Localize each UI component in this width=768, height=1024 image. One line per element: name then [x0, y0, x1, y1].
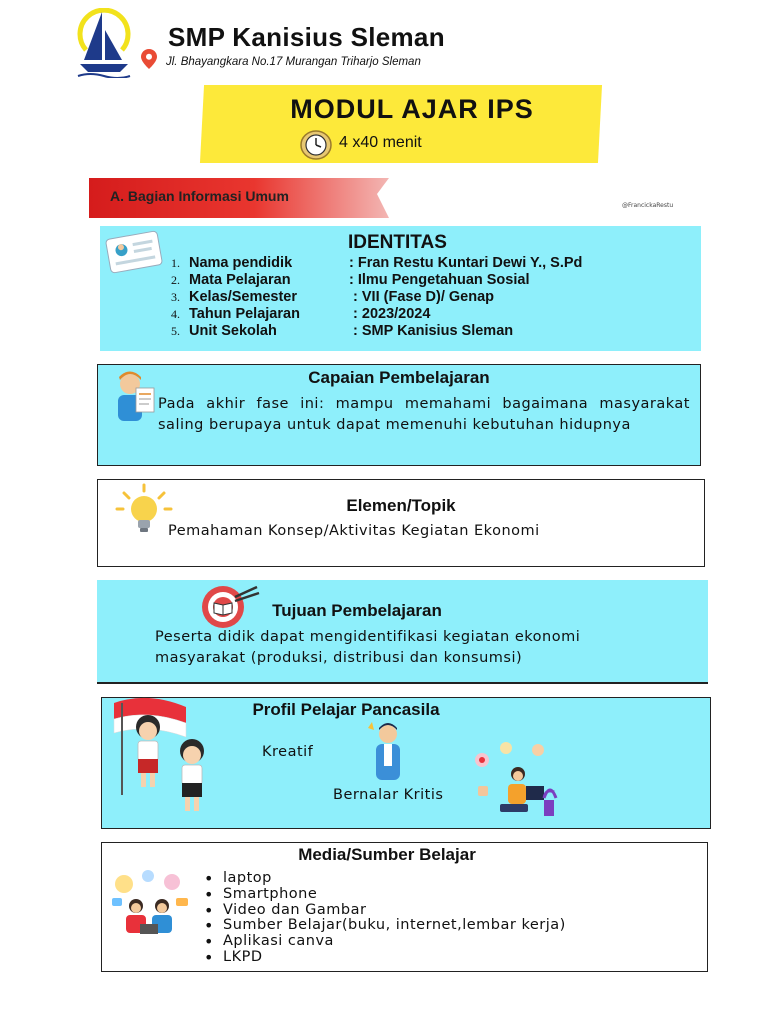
identitas-title: IDENTITAS: [348, 232, 447, 253]
map-pin-icon: [141, 49, 157, 69]
row-number: 5.: [171, 324, 180, 338]
row-value: : 2023/2024: [349, 306, 431, 322]
page-title: MODUL AJAR IPS: [290, 94, 534, 124]
row-value: : Fran Restu Kuntari Dewi Y., S.Pd: [349, 255, 583, 271]
clock-icon: [300, 130, 332, 160]
row-number: 3.: [171, 290, 180, 304]
tujuan-title: Tujuan Pembelajaran: [272, 601, 442, 620]
row-label: Mata Pelajaran: [189, 272, 291, 288]
row-number: 2.: [171, 273, 180, 287]
identitas-row: [171, 289, 582, 306]
row-label: Unit Sekolah: [189, 323, 277, 339]
capaian-text: Pada akhir fase ini: mampu memahami bagaimana masyarakat saling berupaya untuk dapat memenuhi kebutuhan hidupnya: [158, 396, 690, 433]
media-list: [204, 871, 566, 966]
row-number: 1.: [171, 256, 180, 270]
identitas-row: [171, 323, 582, 340]
identitas-list: [171, 255, 582, 340]
author-watermark: @FrancickaRestu: [622, 202, 674, 209]
school-address: Jl. Bhayangkara No.17 Murangan Triharjo Sleman: [166, 56, 421, 68]
profil-item-kreatif: Kreatif: [262, 744, 314, 760]
row-label: Nama pendidik: [189, 255, 293, 271]
list-item: • laptop: [204, 871, 566, 887]
elemen-text: Pemahaman Konsep/Aktivitas Kegiatan Ekonomi: [168, 523, 540, 539]
row-number: 4.: [171, 307, 180, 321]
section-a-label: A. Bagian Informasi Umum: [110, 188, 289, 204]
identitas-row: [171, 255, 582, 272]
list-item: • Smartphone: [204, 887, 566, 903]
divider: [97, 682, 708, 684]
thinking-man-icon: [362, 720, 414, 780]
tujuan-line-1: Peserta didik dapat mengidentifikasi kegiatan ekonomi: [155, 629, 581, 645]
list-item: • LKPD: [204, 950, 566, 966]
row-label: Kelas/Semester: [189, 289, 298, 305]
list-item: • Aplikasi canva: [204, 934, 566, 950]
tujuan-line-2: masyarakat (produksi, distribusi dan konsumsi): [155, 650, 523, 666]
tujuan-text: [155, 627, 580, 669]
profil-title: Profil Pelajar Pancasila: [252, 700, 440, 719]
profil-item-bernalar-kritis: Bernalar Kritis: [333, 787, 444, 803]
row-value: : SMP Kanisius Sleman: [349, 323, 514, 339]
online-learning-icon: [110, 870, 190, 940]
elemen-title: Elemen/Topik: [346, 496, 456, 515]
row-value: : VII (Fase D)/ Genap: [349, 289, 495, 305]
identitas-row: [171, 272, 582, 289]
school-logo-icon: [76, 8, 132, 78]
capaian-title: Capaian Pembelajaran: [308, 368, 490, 387]
school-name: SMP Kanisius Sleman: [168, 22, 445, 52]
list-item: • Sumber Belajar(buku, internet,lembar kerja): [204, 918, 566, 934]
woman-with-laptop-icon: [470, 738, 560, 822]
identitas-row: [171, 306, 582, 323]
row-value: : Ilmu Pengetahuan Sosial: [349, 272, 530, 288]
row-label: Tahun Pelajaran: [189, 306, 300, 322]
list-item: • Video dan Gambar: [204, 903, 566, 919]
lesson-duration: 4 x40 menit: [339, 134, 422, 151]
id-card-icon: [104, 229, 164, 275]
media-title: Media/Sumber Belajar: [298, 845, 476, 864]
